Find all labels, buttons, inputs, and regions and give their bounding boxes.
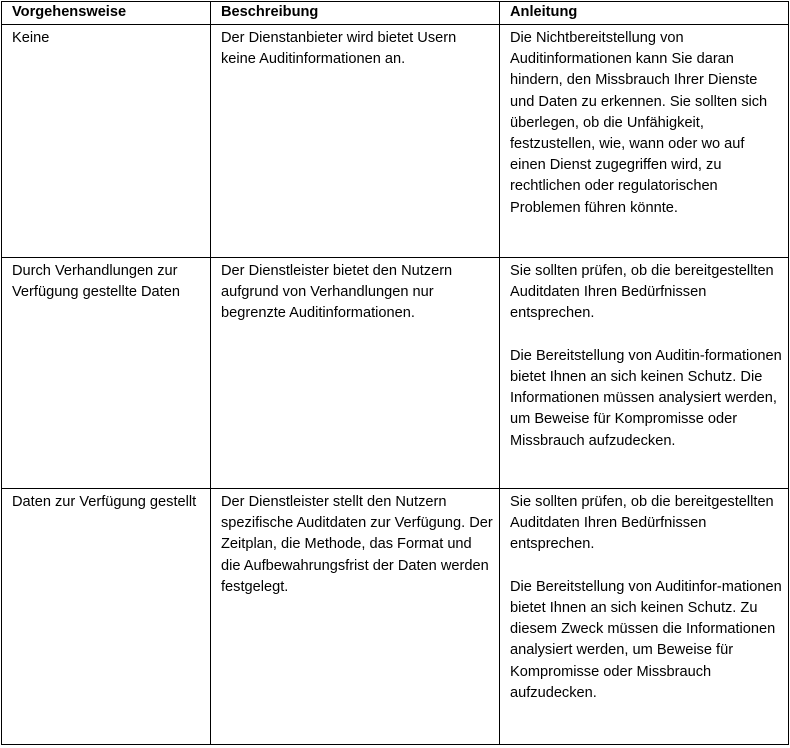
- guidance-cell: [500, 489, 789, 745]
- description-cell: Der Dienstanbieter wird bietet Usern keine Auditinformationen an.: [211, 25, 500, 258]
- header-description: Beschreibung: [211, 2, 500, 25]
- table-row: [2, 489, 789, 745]
- approach-cell: Keine: [2, 25, 211, 258]
- guidance-cell: [500, 258, 789, 489]
- guidance-paragraph: Sie sollten prüfen, ob die bereitgestellten Auditdaten Ihren Bedürfnissen entsprechen.: [510, 494, 774, 553]
- guidance-paragraph: Die Nichtbereitstellung von Auditinformationen kann Sie daran hindern, den Missbrauch Ihrer Dienste und Daten zu erkennen. Sie sollten sich überlegen, ob die Unfähigkeit, festzustellen, wie, wann oder wo auf einen Dienst zugegriffen wird, zu rechtlichen oder regulatorischen Problemen führen könnte.: [510, 30, 768, 216]
- header-row: [2, 2, 789, 25]
- guidance-paragraph: Die Bereitstellung von Auditinfor-mationen bietet Ihnen an sich keinen Schutz. Zu diesem Zweck müssen die Informationen analysiert werden, um Beweise für Kompromisse oder Missbrauch aufzudecken.: [510, 578, 782, 701]
- guidance-cell: [500, 25, 789, 258]
- table-row: [2, 258, 789, 489]
- header-guidance: Anleitung: [500, 2, 789, 25]
- approach-cell: Daten zur Verfügung gestellt: [2, 489, 211, 745]
- audit-approach-table: [1, 1, 789, 745]
- approach-cell: Durch Verhandlungen zur Verfügung gestellte Daten: [2, 258, 211, 489]
- table-row: [2, 25, 789, 258]
- description-cell: Der Dienstleister stellt den Nutzern spezifische Auditdaten zur Verfügung. Der Zeitplan, die Methode, das Format und die Aufbewahrungsfrist der Daten werden festgelegt.: [211, 489, 500, 745]
- description-cell: Der Dienstleister bietet den Nutzern aufgrund von Verhandlungen nur begrenzte Auditinformationen.: [211, 258, 500, 489]
- header-approach: Vorgehensweise: [2, 2, 211, 25]
- guidance-paragraph: Die Bereitstellung von Auditin-formationen bietet Ihnen an sich keinen Schutz. Die Informationen müssen analysiert werden, um Beweise für Kompromisse oder Missbrauch aufzudecken.: [510, 347, 782, 449]
- guidance-paragraph: Sie sollten prüfen, ob die bereitgestellten Auditdaten Ihren Bedürfnissen entsprechen.: [510, 263, 774, 322]
